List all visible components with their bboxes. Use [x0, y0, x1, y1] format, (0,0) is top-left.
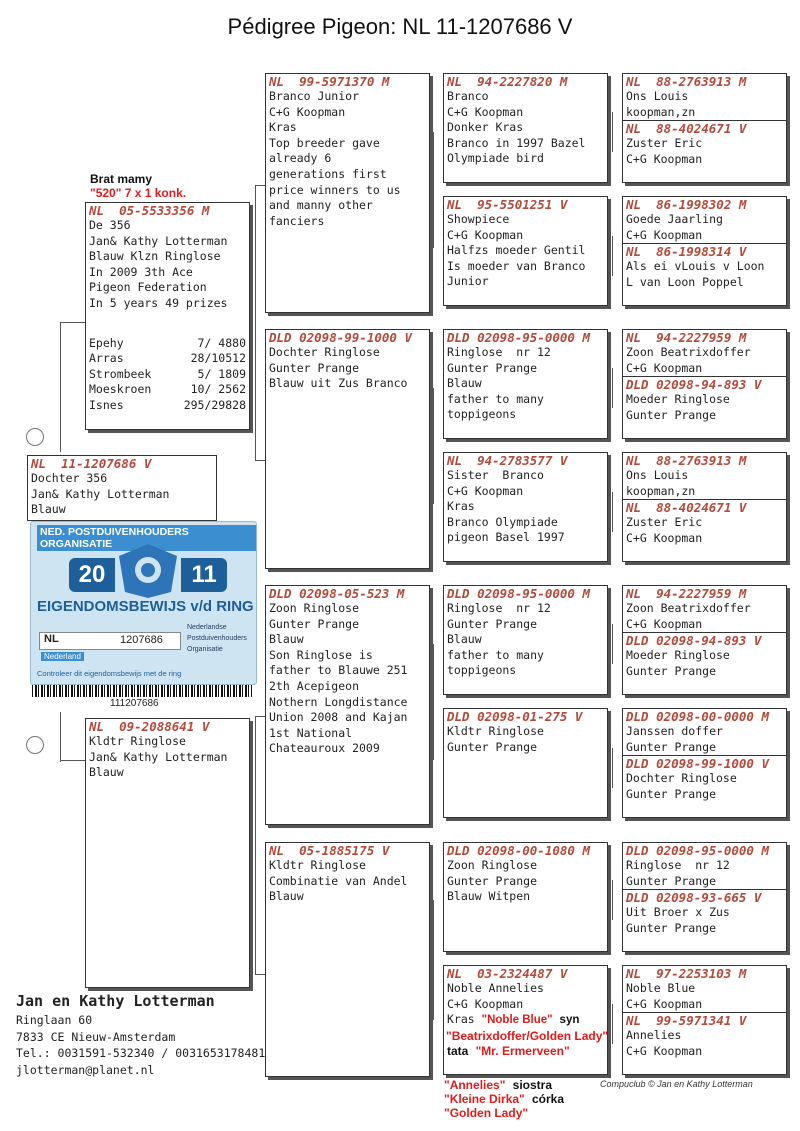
- annotation-tata-line: [444, 1044, 607, 1059]
- pedigree-line: Zuster Eric: [626, 136, 703, 151]
- ggp-box: [443, 452, 608, 562]
- npo-line: Organisatie: [187, 646, 223, 653]
- connector-line: [612, 624, 613, 664]
- ring-number: NL 95-5501251 V: [447, 197, 568, 212]
- ring-number: DLD 02098-00-1080 M: [447, 843, 590, 858]
- pedigree-line: Combinatie van Andel: [269, 873, 408, 888]
- card-country-field: [39, 632, 181, 650]
- pedigree-line: Gunter Prange: [447, 360, 538, 375]
- pedigree-line: Ons Louis: [626, 468, 689, 482]
- gggp-pair-box: [622, 708, 787, 818]
- pedigree-line: C+G Koopman: [447, 104, 524, 119]
- pedigree-line: L van Loon Poppel: [626, 274, 744, 289]
- ring-number: DLD 02098-01-275 V: [447, 709, 583, 724]
- pedigree-line: Gunter Prange: [626, 786, 717, 801]
- card-year-left: 20: [69, 558, 115, 592]
- ring-number: NL 99-5971370 M: [269, 74, 390, 89]
- pedigree-line: Gunter Prange: [447, 739, 538, 754]
- connector-line: [612, 112, 613, 152]
- connector-line: [255, 716, 256, 974]
- pedigree-line: Als ei vLouis v Loon: [626, 259, 765, 274]
- connector-line: [612, 748, 613, 788]
- punch-hole-top: [26, 428, 44, 446]
- note-annelies-name: "Annelies": [444, 1078, 506, 1092]
- pedigree-line: Ringlose nr 12: [447, 601, 551, 615]
- pedigree-line: Zoon Ringlose: [269, 601, 360, 615]
- pedigree-line: Gunter Prange: [626, 920, 717, 935]
- ownership-card: [30, 521, 255, 711]
- annotation-noble-blue: "Noble Blue": [481, 1014, 553, 1027]
- ring-number: NL 09-2088641 V: [89, 719, 210, 734]
- note-brother-of-dam: [90, 172, 186, 200]
- connector-line: [433, 644, 434, 760]
- result-value: 10/ 2562: [190, 382, 246, 397]
- ring-number: DLD 02098-95-0000 M: [447, 330, 590, 345]
- pedigree-line: In 5 years 49 prizes: [89, 295, 228, 310]
- ggp-box: [443, 73, 608, 183]
- connector-line: [433, 388, 434, 504]
- ggp-box: [443, 196, 608, 306]
- connector-line: [255, 974, 265, 975]
- pedigree-line: Ringlose nr 12: [626, 858, 730, 872]
- pedigree-line: Blauw uit Zus Branco: [269, 376, 408, 391]
- note-line: [444, 1092, 564, 1106]
- owner-email: jlotterman@planet.nl: [16, 1062, 155, 1077]
- annotation-mr-ermerveen: "Mr. Ermerveen": [475, 1043, 570, 1058]
- ring-number: NL 05-5533356 M: [89, 203, 210, 218]
- pedigree-line: C+G Koopman: [269, 104, 346, 119]
- pedigree-line: Zoon Ringlose: [447, 858, 538, 872]
- pedigree-line: Nothern Longdistance: [269, 694, 408, 709]
- pedigree-line: koopman,zn: [626, 483, 696, 498]
- pedigree-line: father to Blauwe 251: [269, 663, 408, 678]
- pedigree-line: Halfzs moeder Gentil: [447, 243, 586, 258]
- connector-line: [433, 132, 434, 248]
- result-row: [86, 336, 249, 352]
- pedigree-line: generations first: [269, 166, 387, 181]
- result-place: Epehy: [89, 335, 124, 350]
- pedigree-line-annotated: [444, 1012, 607, 1029]
- ring-number: NL 88-2763913 M: [626, 74, 747, 89]
- dam-box: [85, 718, 250, 988]
- owner-name: Jan en Kathy Lotterman: [16, 992, 215, 1010]
- pedigree-line: already 6: [269, 151, 332, 166]
- pedigree-line: C+G Koopman: [626, 151, 703, 166]
- pedigree-line: Moeder Ringlose: [626, 392, 730, 407]
- subject-box: [27, 455, 217, 521]
- pedigree-line: C+G Koopman: [447, 227, 524, 242]
- pedigree-line: Showpiece: [447, 212, 510, 226]
- note-label: siostra: [512, 1078, 552, 1092]
- pedigree-line: In 2009 3th Ace: [89, 264, 193, 279]
- note-kleine-dirka: "Kleine Dirka": [444, 1092, 525, 1106]
- pedigree-line: fanciers: [269, 213, 325, 228]
- pedigree-line: Gunter Prange: [269, 360, 360, 375]
- pedigree-line: Goede Jaarling: [626, 212, 723, 226]
- grandsire-paternal-box: [265, 73, 430, 313]
- result-row: [86, 351, 249, 367]
- pedigree-line: Uit Broer x Zus: [626, 905, 730, 920]
- ring-number: NL 94-2227820 M: [447, 74, 568, 89]
- result-value: 5/ 1809: [197, 366, 246, 381]
- pedigree-line: Kldtr Ringlose: [447, 724, 544, 738]
- pedigree-line: Chateauroux 2009: [269, 741, 380, 756]
- pedigree-line: Ringlose nr 12: [447, 345, 551, 359]
- npo-line: Postduivenhouders: [187, 635, 247, 642]
- ring-number: DLD 02098-00-0000 M: [626, 709, 769, 724]
- pedigree-line: Kldtr Ringlose: [269, 858, 366, 872]
- pedigree-line: C+G Koopman: [626, 530, 703, 545]
- note-label: Brat mamy: [90, 172, 153, 186]
- pedigree-line: Top breeder gave: [269, 135, 380, 150]
- connector-line: [255, 185, 265, 186]
- sire-box: [85, 202, 250, 430]
- pedigree-line: Ons Louis: [626, 89, 689, 103]
- grandsire-maternal-box: [265, 585, 430, 825]
- pedigree-line: pigeon Basel 1997: [447, 530, 565, 545]
- gggp-pair-box: [622, 73, 787, 183]
- annotation-label: syn: [559, 1014, 580, 1027]
- npo-line: Nederlandse: [187, 624, 227, 631]
- pedigree-line: Is moeder van Branco: [447, 258, 586, 273]
- pedigree-line: Zuster Eric: [626, 515, 703, 530]
- pedigree-line: C+G Koopman: [626, 996, 703, 1011]
- result-row: [86, 398, 249, 414]
- gggp-pair-box: [622, 965, 787, 1075]
- pedigree-line: Noble Annelies: [447, 981, 544, 995]
- pedigree-line: 2th Acepigeon: [269, 678, 360, 693]
- gggp-pair-box: [622, 329, 787, 439]
- result-value: 295/29828: [183, 397, 246, 412]
- ring-number: NL 05-1885175 V: [269, 843, 390, 858]
- result-value: 28/10512: [190, 351, 246, 366]
- connector-line: [60, 322, 61, 452]
- gggp-pair-box: [622, 842, 787, 952]
- annotation-label: tata: [447, 1043, 469, 1058]
- result-place: Moeskroen: [89, 382, 152, 397]
- pedigree-line: C+G Koopman: [626, 1043, 703, 1058]
- connector-line: [612, 492, 613, 532]
- granddam-paternal-box: [265, 329, 430, 569]
- pedigree-line: Olympiade bird: [447, 151, 544, 166]
- connector-line: [60, 760, 85, 761]
- pedigree-line: Jan& Kathy Lotterman: [31, 486, 170, 501]
- owner-city: 7833 CE Nieuw-Amsterdam: [16, 1029, 176, 1044]
- punch-hole-bottom: [26, 736, 44, 754]
- ggp-box: [443, 329, 608, 439]
- ring-number: NL 03-2324487 V: [447, 966, 568, 981]
- pedigree-line: Kldtr Ringlose: [89, 734, 186, 748]
- pedigree-line: Junior: [447, 274, 489, 289]
- pedigree-line: Kras: [269, 120, 297, 135]
- pedigree-line: price winners to us: [269, 182, 401, 197]
- pedigree-line: Blauw: [447, 376, 482, 391]
- ring-number: NL 86-1998314 V: [623, 243, 786, 259]
- pedigree-line: Branco Olympiade: [447, 514, 558, 529]
- result-place: Strombeek: [89, 366, 152, 381]
- pedigree-line: toppigeons: [447, 663, 517, 678]
- pedigree-line: C+G Koopman: [626, 616, 703, 631]
- connector-line: [255, 716, 265, 717]
- pedigree-line: De 356: [89, 218, 131, 232]
- pedigree-line: Sister Branco: [447, 468, 544, 482]
- ring-number: NL 88-4024671 V: [623, 499, 786, 515]
- card-region: Nederland: [41, 652, 84, 661]
- ring-number: DLD 02098-94-893 V: [623, 376, 786, 392]
- note-golden-lady: "Golden Lady": [444, 1106, 529, 1120]
- connector-line: [255, 185, 256, 460]
- ring-number: DLD 02098-05-523 M: [269, 586, 405, 601]
- granddam-maternal-box: [265, 842, 430, 1077]
- card-panel: [30, 521, 257, 685]
- pedigree-line: Janssen doffer: [626, 724, 723, 738]
- gggp-pair-box: [622, 452, 787, 562]
- pedigree-line: Gunter Prange: [269, 616, 360, 631]
- pedigree-line: Zoon Beatrixdoffer: [626, 601, 751, 615]
- pedigree-line: Moeder Ringlose: [626, 648, 730, 663]
- pedigree-line: and manny other: [269, 198, 373, 213]
- pedigree-line: Gunter Prange: [447, 873, 538, 888]
- owner-address: [16, 1012, 265, 1078]
- ring-number: DLD 02098-99-1000 V: [623, 755, 786, 771]
- connector-line: [612, 1004, 613, 1044]
- card-country: NL: [44, 633, 59, 645]
- pedigree-line: Blauw Klzn Ringlose: [89, 249, 221, 264]
- ring-number: NL 99-5971341 V: [623, 1012, 786, 1028]
- ring-number: DLD 02098-95-0000 M: [447, 586, 590, 601]
- pedigree-line: Annelies: [626, 1028, 682, 1043]
- pedigree-line: Gunter Prange: [626, 407, 717, 422]
- pedigree-line: Dochter 356: [31, 471, 108, 485]
- pedigree-line: Blauw: [447, 632, 482, 647]
- result-value: 7/ 4880: [197, 335, 246, 350]
- pedigree-line: Donker Kras: [447, 120, 524, 135]
- pedigree-line: Gunter Prange: [626, 663, 717, 678]
- pedigree-line: Noble Blue: [626, 981, 696, 995]
- connector-line: [612, 236, 613, 276]
- pedigree-line: Blauw: [269, 889, 304, 904]
- card-footer: Controleer dit eigendomsbewijs met de ring: [37, 669, 182, 678]
- ring-number: NL 86-1998302 M: [626, 197, 747, 212]
- lion-emblem-icon: [115, 542, 181, 600]
- pedigree-line: Blauw: [31, 502, 66, 517]
- note-label: córka: [531, 1092, 565, 1106]
- pedigree-line: Blauw: [89, 765, 124, 780]
- owner-street: Ringlaan 60: [16, 1013, 93, 1027]
- gggp-pair-box: [622, 196, 787, 306]
- pedigree-line: C+G Koopman: [447, 996, 524, 1011]
- ring-number: DLD 02098-95-0000 M: [626, 843, 769, 858]
- note-line: [444, 1078, 564, 1092]
- pedigree-line: Gunter Prange: [447, 616, 538, 631]
- ring-number: NL 94-2227959 M: [626, 330, 747, 345]
- pedigree-line: father to many: [447, 647, 544, 662]
- pedigree-line: Blauw: [269, 632, 304, 647]
- card-year-right: 11: [181, 558, 227, 592]
- pedigree-line: Zoon Beatrixdoffer: [626, 345, 751, 359]
- card-heading: EIGENDOMSBEWIJS v/d RING: [37, 598, 254, 615]
- pedigree-line: Branco Junior: [269, 89, 360, 103]
- copyright: Compuclub © Jan en Kathy Lotterman: [600, 1079, 753, 1089]
- pedigree-line: Dochter Ringlose: [269, 345, 380, 359]
- pedigree-line: Branco: [447, 89, 489, 103]
- ring-number: NL 94-2227959 M: [626, 586, 747, 601]
- ring-number: NL 11-1207686 V: [31, 456, 152, 471]
- pedigree-line: Gunter Prange: [626, 739, 717, 754]
- page-title: Pédigree Pigeon: NL 11-1207686 V: [227, 14, 573, 39]
- ring-number: NL 94-2783577 V: [447, 453, 568, 468]
- pedigree-line: koopman,zn: [626, 104, 696, 119]
- pedigree-line: Kras: [447, 1012, 475, 1027]
- pedigree-line: Dochter Ringlose: [626, 771, 737, 786]
- ggp-box: [443, 842, 608, 952]
- card-npo-logo: [187, 622, 247, 655]
- pedigree-line: Blauw Witpen: [447, 889, 531, 904]
- result-row: [86, 367, 249, 383]
- connector-line: [255, 460, 265, 461]
- pedigree-line: Pigeon Federation: [89, 280, 207, 295]
- ggp-box: [443, 585, 608, 695]
- gggp-pair-box: [622, 585, 787, 695]
- ggp-box: [443, 965, 608, 1075]
- barcode-number: 111207686: [110, 698, 159, 709]
- pedigree-line: father to many: [447, 391, 544, 406]
- pedigree-line: Branco in 1997 Bazel: [447, 135, 586, 150]
- result-place: Arras: [89, 351, 124, 366]
- result-place: Isnes: [89, 397, 124, 412]
- pedigree-line: Union 2008 and Kajan: [269, 710, 408, 725]
- results-table: [86, 336, 249, 414]
- pedigree-line: 1st National: [269, 725, 353, 740]
- connector-line: [60, 322, 85, 323]
- pedigree-line: C+G Koopman: [626, 227, 703, 242]
- pedigree-line: toppigeons: [447, 407, 517, 422]
- ring-number: DLD 02098-93-665 V: [623, 889, 786, 905]
- ring-number: DLD 02098-94-893 V: [623, 632, 786, 648]
- ring-number: NL 97-2253103 M: [626, 966, 747, 981]
- pedigree-line: C+G Koopman: [447, 483, 524, 498]
- ring-number: NL 88-2763913 M: [626, 453, 747, 468]
- connector-line: [60, 712, 61, 762]
- pedigree-line: Kras: [447, 499, 475, 514]
- ring-number: DLD 02098-99-1000 V: [269, 330, 412, 345]
- card-org: NED. POSTDUIVENHOUDERS ORGANISATIE: [37, 525, 256, 551]
- card-ring-number: 1207686: [120, 634, 163, 646]
- ggp-box: [443, 708, 608, 818]
- annotation-beatrixdoffer: "Beatrixdoffer/Golden Lady": [446, 1028, 609, 1043]
- pedigree-line: Son Ringlose is: [269, 647, 373, 662]
- pedigree-line: C+G Koopman: [626, 360, 703, 375]
- pedigree-line: Jan& Kathy Lotterman: [89, 233, 228, 248]
- owner-phone: Tel.: 0031591-532340 / 0031653178481: [16, 1046, 266, 1060]
- note-annelies: [444, 1078, 564, 1120]
- note-detail: "520" 7 x 1 konk.: [90, 186, 187, 200]
- connector-line: [612, 368, 613, 408]
- barcode: [32, 685, 252, 697]
- ring-number: NL 88-4024671 V: [623, 120, 786, 136]
- connector-line: [433, 900, 434, 1020]
- pedigree-line: Jan& Kathy Lotterman: [89, 749, 228, 764]
- connector-line: [612, 880, 613, 920]
- result-row: [86, 382, 249, 398]
- pedigree-line: Gunter Prange: [626, 873, 717, 888]
